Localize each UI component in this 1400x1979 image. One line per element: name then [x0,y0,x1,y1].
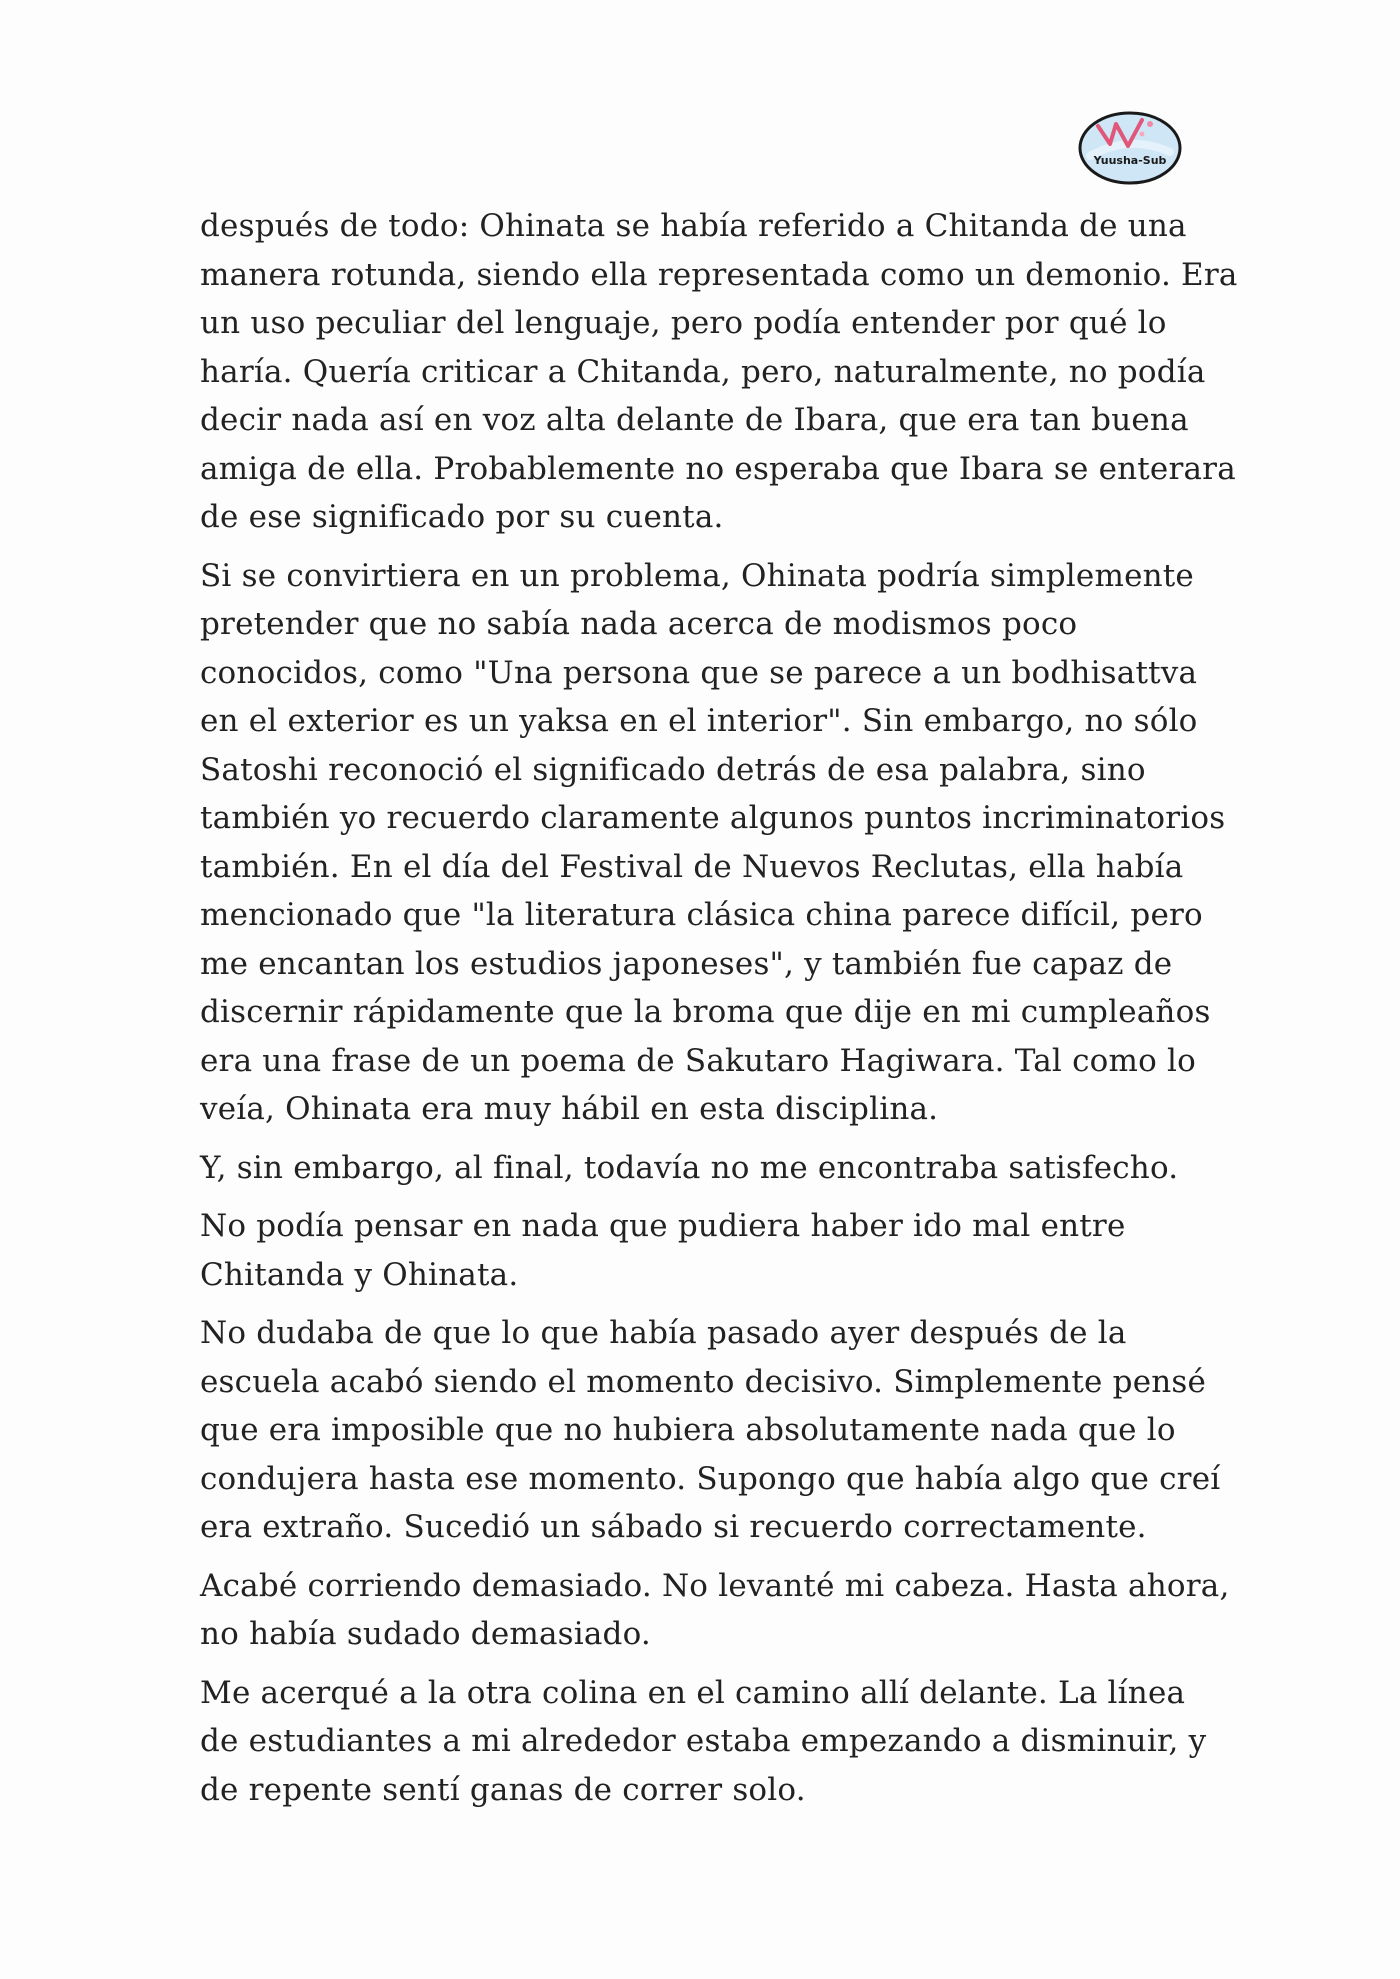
text-line: también. En el día del Festival de Nuevos Reclutas, ella había [200,848,1184,885]
text-line: Satoshi reconoció el significado detrás de esa palabra, sino [200,751,1146,788]
text-line: No podía pensar en nada que pudiera haber ido mal entre [200,1208,1126,1244]
yuusha-sub-logo [1076,104,1184,186]
text-line: que era imposible que no hubiera absolutamente nada que lo [200,1412,1176,1448]
paragraph [200,1562,1230,1659]
text-line: también yo recuerdo claramente algunos puntos incriminatorios [200,800,1226,836]
text-line: mencionado que "la literatura clásica china parece difícil, pero [200,897,1203,933]
text-line: Me acerqué a la otra colina en el camino allí delante. La línea [200,1674,1186,1711]
text-line: condujera hasta ese momento. Supongo que había algo que creí [200,1460,1221,1497]
paragraph [200,1202,1210,1299]
logo-badge-icon [1076,104,1184,186]
body-text [200,202,1238,1824]
text-line: era una frase de un poema de Sakutaro Hagiwara. Tal como lo [200,1042,1196,1079]
text-line: de repente sentí ganas de correr solo. [200,1771,806,1808]
text-line: decir nada así en voz alta delante de Ibara, que era tan buena [200,402,1189,438]
text-line: después de todo: Ohinata se había referido a Chitanda de una [200,208,1187,244]
text-line: discernir rápidamente que la broma que dije en mi cumpleaños [200,994,1211,1030]
text-line: No dudaba de que lo que había pasado ayer después de la [200,1315,1127,1351]
text-line: me encantan los estudios japoneses", y también fue capaz de [200,945,1173,982]
text-line: haría. Quería criticar a Chitanda, pero, naturalmente, no podía [200,353,1206,390]
text-line: Y, sin embargo, al final, todavía no me encontraba satisfecho. [200,1149,1179,1186]
text-line: veía, Ohinata era muy hábil en esta disciplina. [200,1091,939,1127]
text-line: no había sudado demasiado. [200,1616,651,1652]
svg-text:Yuusha-Sub: Yuusha-Sub [1093,154,1167,167]
text-line: pretender que no sabía nada acerca de modismos poco [200,606,1078,642]
text-line: Acabé corriendo demasiado. No levanté mi cabeza. Hasta ahora, [200,1567,1230,1604]
text-line: en el exterior es un yaksa en el interior". Sin embargo, no sólo [200,703,1198,739]
paragraph [200,1309,1221,1552]
text-line: manera rotunda, siendo ella representada como un demonio. Era [200,256,1238,293]
text-line: Chitanda y Ohinata. [200,1256,519,1293]
text-line: era extraño. Sucedió un sábado si recuerdo correctamente. [200,1509,1147,1545]
text-line: un uso peculiar del lenguaje, pero podía entender por qué lo [200,305,1167,341]
text-line: escuela acabó siendo el momento decisivo. Simplemente pensé [200,1363,1207,1400]
paragraph [200,202,1238,542]
text-line: de ese significado por su cuenta. [200,499,724,535]
paragraph [200,552,1226,1134]
paragraph [200,1144,1210,1193]
paragraph [200,1669,1210,1815]
text-line: conocidos, como "Una persona que se parece a un bodhisattva [200,654,1198,691]
text-line: amiga de ella. Probablemente no esperaba que Ibara se enterara [200,450,1236,487]
text-line: de estudiantes a mi alrededor estaba empezando a disminuir, y [200,1723,1207,1759]
text-line: Si se convirtiera en un problema, Ohinata podría simplemente [200,557,1194,594]
